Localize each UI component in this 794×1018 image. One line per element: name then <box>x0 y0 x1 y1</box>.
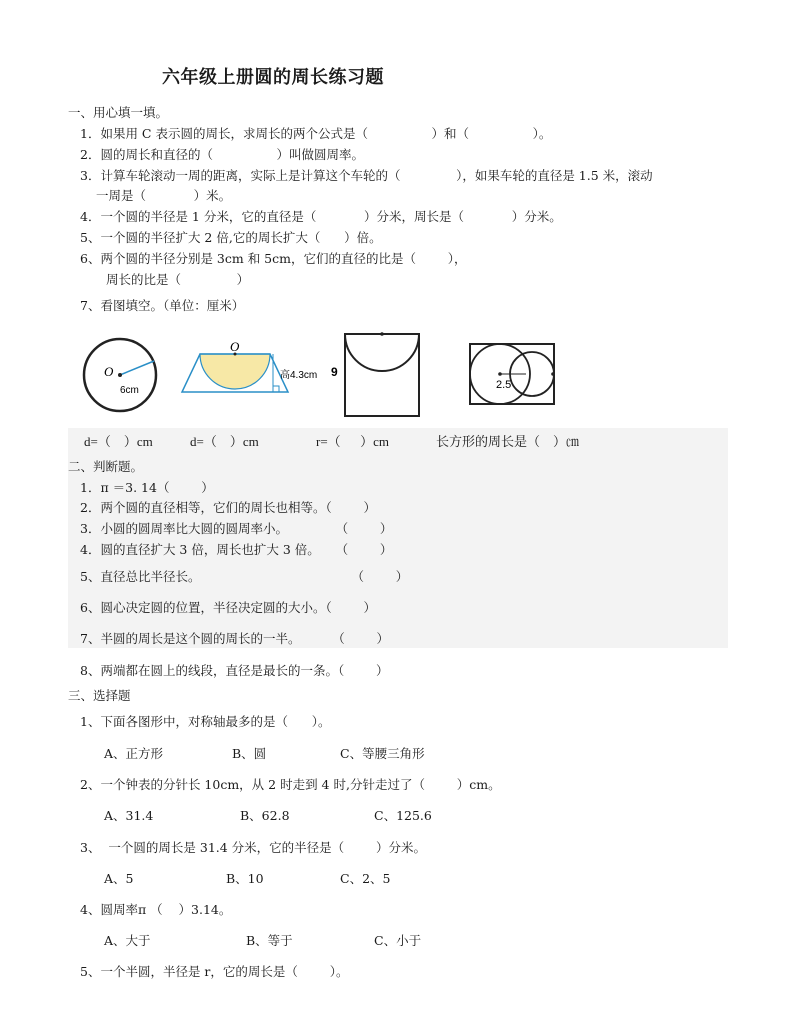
q1-3-cont: 一周是（ ）米。 <box>96 188 232 203</box>
choice-q2-opt-b: B、62.8 <box>240 808 290 823</box>
circle-figure <box>82 335 162 415</box>
choice-q2-opt-a: A、31.4 <box>104 808 154 823</box>
square-figure <box>328 330 428 420</box>
section2-heading: 二、判断题。 <box>68 459 144 474</box>
choice-q2-opt-c: C、125.6 <box>374 808 432 823</box>
answer-d-circle: d=（ ）cm <box>84 434 153 449</box>
circles-radius-label: 2.5 <box>496 379 512 391</box>
judge-6: 6、圆心决定圆的位置，半径决定圆的大小。（ ） <box>80 600 376 615</box>
choice-q1-opt-a: A、正方形 <box>104 746 164 761</box>
choice-q1-opt-c: C、等腰三角形 <box>340 746 425 761</box>
q1-1: 1．如果用 C 表示圆的周长，求周长的两个公式是（ ）和（ ）。 <box>80 126 552 141</box>
judge-5: 5、直径总比半径长。 （ ） <box>80 569 409 584</box>
q1-6: 6、两个圆的半径分别是 3cm 和 5cm，它们的直径的比是（ ）， <box>80 251 467 266</box>
q1-4: 4．一个圆的半径是 1 分米，它的直径是（ ）分米，周长是（ ）分米。 <box>80 209 562 224</box>
choice-q3-opt-c: C、2、5 <box>340 871 391 886</box>
section3-heading: 三、选择题 <box>68 688 131 703</box>
circle-center-label: O <box>104 364 114 379</box>
choice-q4: 4、圆周率π （ ）3.14。 <box>80 902 232 917</box>
judge-7: 7、半圆的周长是这个圆的周长的一半。 （ ） <box>80 631 390 646</box>
choice-q3: 3、 一个圆的周长是 31.4 分米，它的半径是（ ）分米。 <box>80 840 426 855</box>
judge-8: 8、两端都在圆上的线段，直径是最长的一条。（ ） <box>80 663 389 678</box>
judge-1: 1．π ＝3. 14（ ） <box>80 480 214 495</box>
answer-rect-perimeter: 长方形的周长是（ ）㎝ <box>436 434 580 449</box>
judge-3: 3．小圆的圆周率比大圆的圆周率小。 （ ） <box>80 521 393 536</box>
choice-q3-opt-a: A、5 <box>104 871 134 886</box>
q1-6-cont: 周长的比是（ ） <box>106 272 250 287</box>
trapezoid-figure <box>178 340 323 410</box>
judge-2: 2．两个圆的直径相等，它们的周长也相等。（ ） <box>80 500 376 515</box>
shaded-band-answers <box>68 428 728 454</box>
choice-q4-opt-a: A、大于 <box>104 933 151 948</box>
page-title: 六年级上册圆的周长练习题 <box>162 67 384 88</box>
circle-radius-label: 6cm <box>120 385 139 396</box>
choice-q1-opt-b: B、圆 <box>232 746 267 761</box>
trap-height-label: 高4.3cm <box>280 370 318 381</box>
q1-3: 3．计算车轮滚动一周的距离，实际上是计算这个车轮的（ ），如果车轮的直径是 1.5 米，滚动 <box>80 168 653 183</box>
q1-2: 2．圆的周长和直径的（ ）叫做圆周率。 <box>80 147 365 162</box>
answer-d-trap: d=（ ）cm <box>190 434 259 449</box>
choice-q2: 2、一个钟表的分针长 10cm，从 2 时走到 4 时,分针走过了（ ）cm。 <box>80 777 501 792</box>
choice-q5: 5、一个半圆，半径是 r，它的周长是（ ）。 <box>80 964 349 979</box>
judge-4: 4．圆的直径扩大 3 倍，周长也扩大 3 倍。 （ ） <box>80 542 393 557</box>
answer-r-square: r=（ ）cm <box>316 434 390 449</box>
q1-5: 5、一个圆的半径扩大 2 倍,它的周长扩大（ ）倍。 <box>80 230 382 245</box>
choice-q1: 1、下面各图形中，对称轴最多的是（ ）。 <box>80 714 331 729</box>
section1-heading: 一、用心填一填。 <box>68 105 169 120</box>
choice-q3-opt-b: B、10 <box>226 871 264 886</box>
choice-q4-opt-c: C、小于 <box>374 933 422 948</box>
q1-7: 7、看图填空。（单位：厘米） <box>80 298 245 313</box>
square-side-label: 9 <box>331 365 338 379</box>
choice-q4-opt-b: B、等于 <box>246 933 293 948</box>
rectangle-circles-figure <box>466 338 558 410</box>
trap-center-label: O <box>230 340 240 354</box>
